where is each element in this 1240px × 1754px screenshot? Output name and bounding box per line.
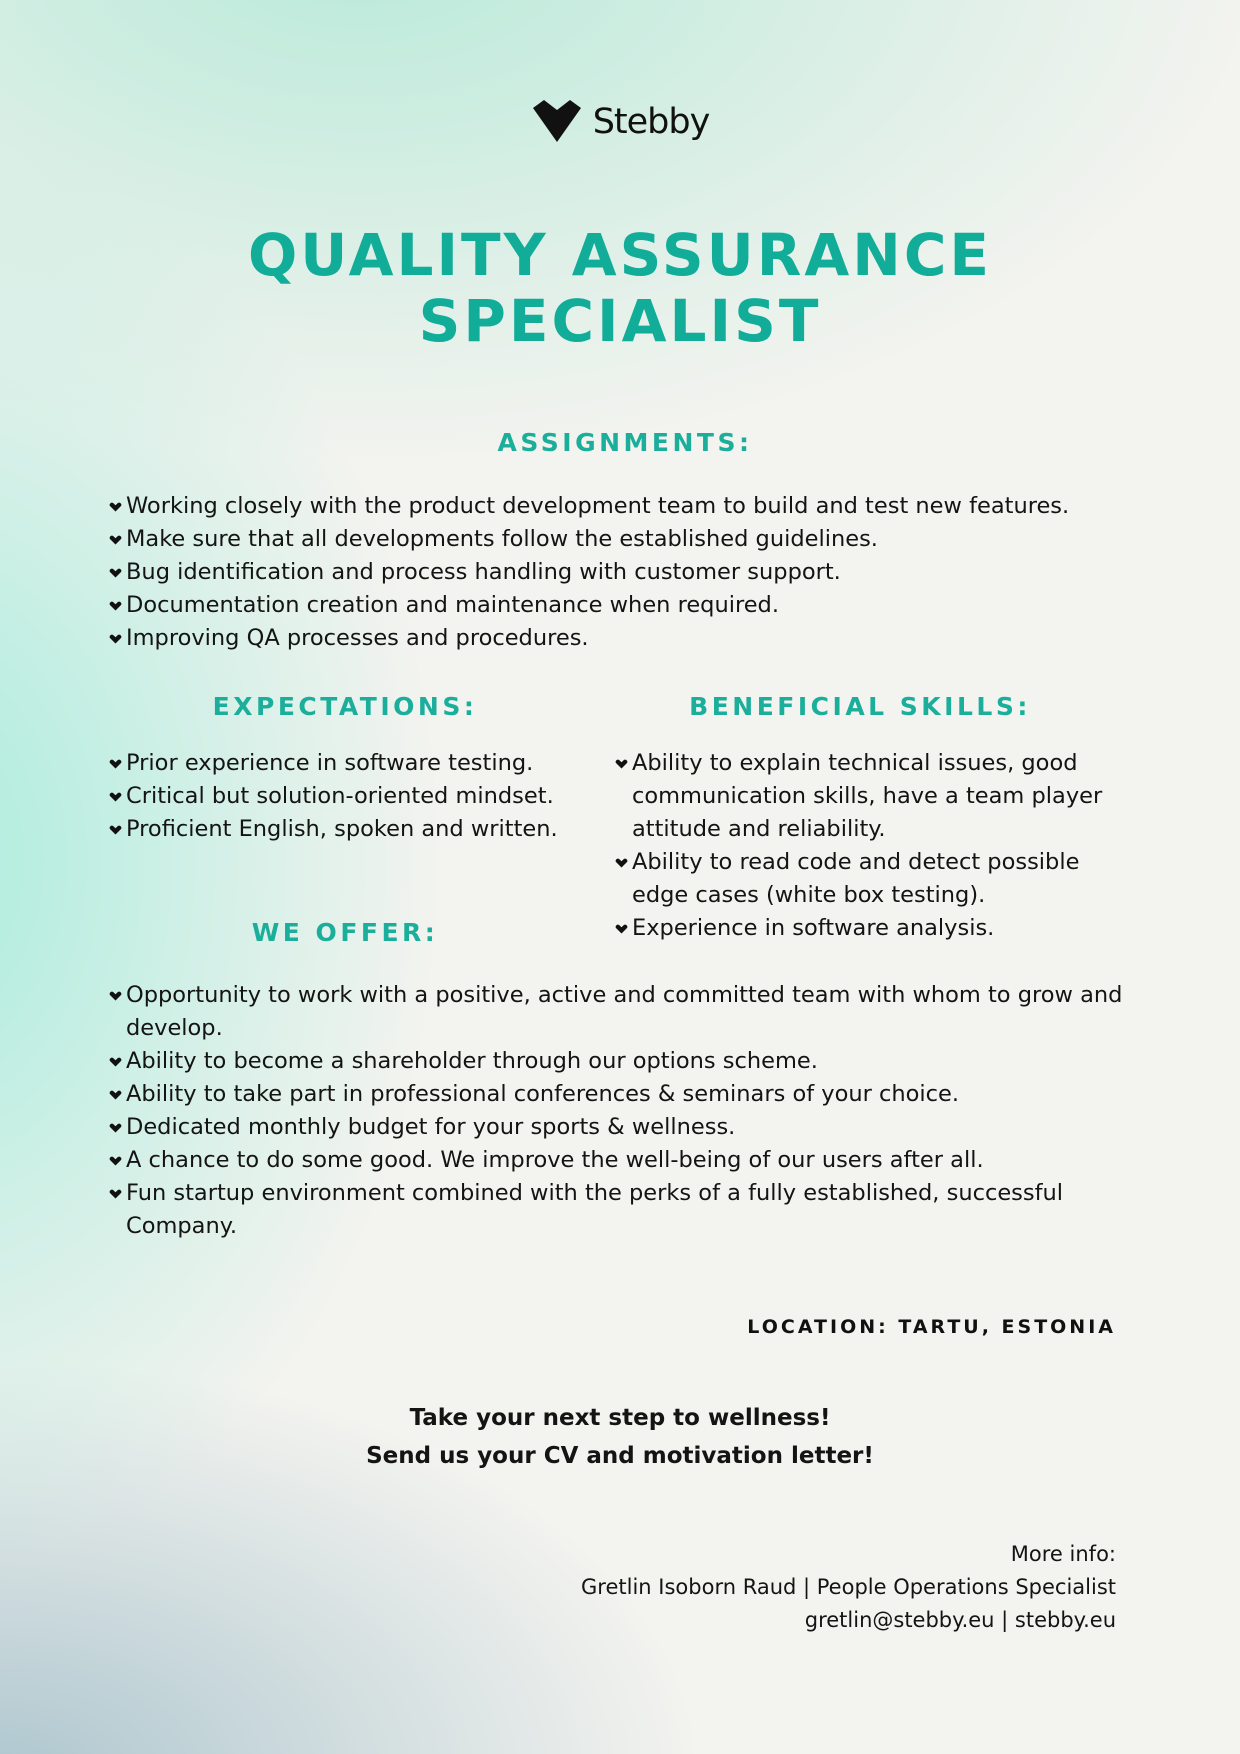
job-title-line2: SPECIALIST (418, 287, 822, 355)
list-item-text: Fun startup environment combined with the perks of a fully established, successful Company. (126, 1180, 1064, 1239)
heart-bullet-icon (109, 1057, 122, 1067)
list-item-text: A chance to do some good. We improve the well-being of our users after all. (126, 1147, 984, 1173)
list-item-text: Critical but solution-oriented mindset. (126, 783, 554, 809)
stebby-logo-icon (531, 100, 583, 144)
contact-info (581, 1538, 1116, 1637)
heart-bullet-icon (109, 502, 122, 512)
list-item-text: Opportunity to work with a positive, active and committed team with whom to grow and develop. (126, 982, 1123, 1041)
assignments-heading: ASSIGNMENTS: (497, 428, 753, 457)
heart-bullet-icon (109, 1156, 122, 1166)
assignments-list (109, 490, 1139, 655)
brand-name: Stebby (592, 102, 710, 142)
list-item (615, 912, 1130, 945)
list-item-text: Working closely with the product development team to build and test new features. (126, 493, 1070, 519)
job-title-line1: QUALITY ASSURANCE (248, 221, 992, 289)
list-item-text: Make sure that all developments follow the established guidelines. (126, 526, 878, 552)
expectations-heading: EXPECTATIONS: (212, 692, 478, 721)
list-item (109, 1144, 1134, 1177)
list-item-text: Prior experience in software testing. (126, 750, 534, 776)
we-offer-list (109, 979, 1134, 1243)
list-item-text: Ability to read code and detect possible edge cases (white box testing). (632, 849, 1080, 908)
list-item (109, 523, 1139, 556)
list-item-text: Proficient English, spoken and written. (126, 816, 558, 842)
job-location: LOCATION: TARTU, ESTONIA (747, 1316, 1116, 1338)
list-item (109, 1177, 1134, 1243)
list-item (615, 846, 1130, 912)
list-item (109, 622, 1139, 655)
we-offer-heading: WE OFFER: (251, 918, 439, 947)
list-item-text: Ability to explain technical issues, good communication skills, have a team player attitude and reliability. (632, 750, 1103, 842)
list-item (109, 1045, 1134, 1078)
heart-bullet-icon (109, 568, 122, 578)
list-item-text: Ability to take part in professional conferences & seminars of your choice. (126, 1081, 960, 1107)
beneficial-skills-list (615, 747, 1130, 945)
list-item (109, 556, 1139, 589)
contact-links[interactable]: gretlin@stebby.eu | stebby.eu (804, 1608, 1116, 1632)
list-item (109, 1078, 1134, 1111)
heart-bullet-icon (109, 634, 122, 644)
heart-bullet-icon (109, 1090, 122, 1100)
heart-bullet-icon (615, 924, 628, 934)
list-item (109, 747, 609, 780)
heart-bullet-icon (109, 825, 122, 835)
heart-bullet-icon (109, 601, 122, 611)
list-item (109, 490, 1139, 523)
list-item-text: Bug identification and process handling with customer support. (126, 559, 841, 585)
list-item-text: Dedicated monthly budget for your sports & wellness. (126, 1114, 736, 1140)
list-item-text: Experience in software analysis. (632, 915, 995, 941)
list-item-text: Improving QA processes and procedures. (126, 625, 589, 651)
list-item (109, 780, 609, 813)
contact-person: Gretlin Isoborn Raud | People Operations Specialist (581, 1575, 1116, 1599)
list-item (109, 589, 1139, 622)
heart-bullet-icon (109, 759, 122, 769)
list-item-text: Documentation creation and maintenance when required. (126, 592, 779, 618)
brand-logo (0, 100, 1240, 144)
contact-label: More info: (1010, 1542, 1116, 1566)
heart-bullet-icon (109, 535, 122, 545)
job-title (0, 222, 1240, 354)
expectations-list (109, 747, 609, 846)
list-item (615, 747, 1130, 846)
cta-line1: Take your next step to wellness! (409, 1405, 831, 1431)
list-item (109, 1111, 1134, 1144)
heart-bullet-icon (109, 991, 122, 1001)
heart-bullet-icon (109, 792, 122, 802)
heart-bullet-icon (615, 858, 628, 868)
beneficial-skills-heading: BENEFICIAL SKILLS: (689, 692, 1031, 721)
heart-bullet-icon (109, 1123, 122, 1133)
call-to-action (0, 1399, 1240, 1475)
heart-bullet-icon (615, 759, 628, 769)
cta-line2: Send us your CV and motivation letter! (366, 1443, 874, 1469)
list-item-text: Ability to become a shareholder through our options scheme. (126, 1048, 818, 1074)
list-item (109, 979, 1134, 1045)
list-item (109, 813, 609, 846)
heart-bullet-icon (109, 1189, 122, 1199)
